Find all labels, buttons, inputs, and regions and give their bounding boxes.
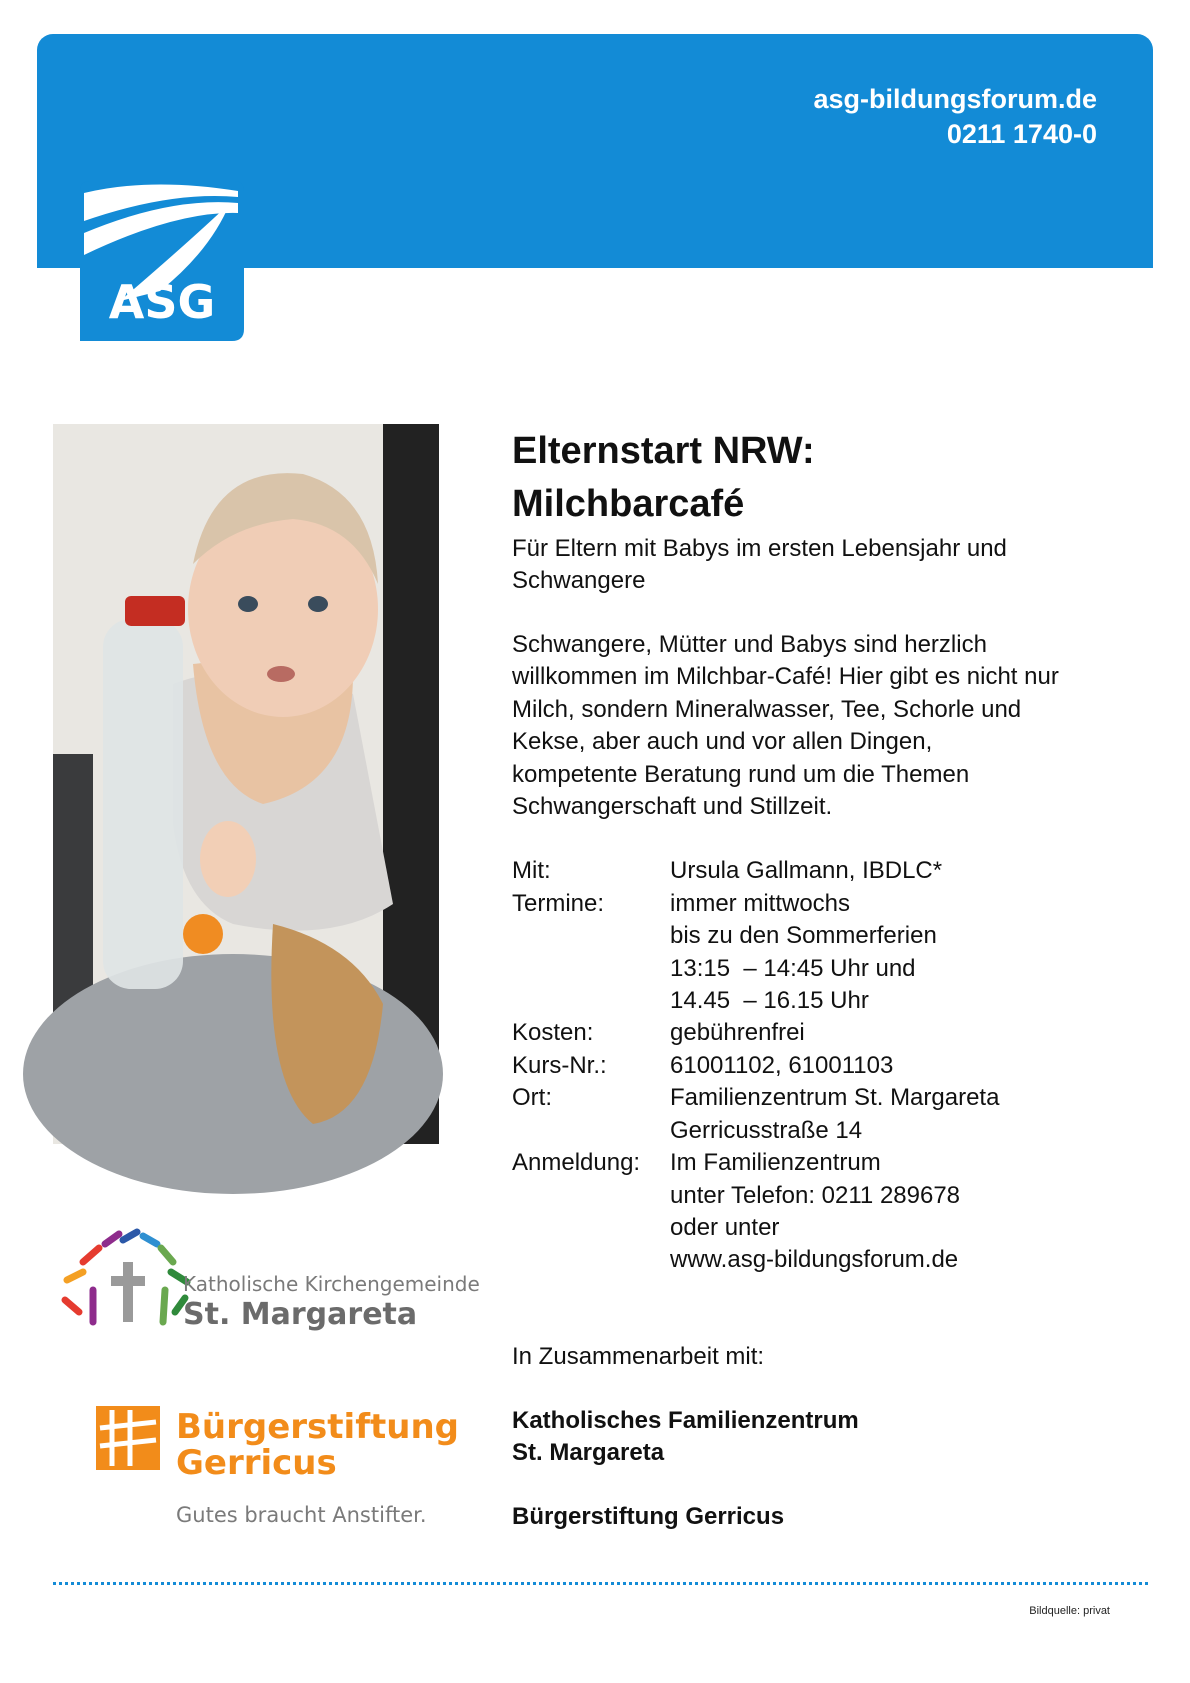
stiftung-emblem-icon <box>96 1406 160 1470</box>
detail-row-anmeldung <box>512 1147 999 1277</box>
stiftung-logo-line2: Gerricus <box>176 1443 337 1483</box>
event-title-line2: Milchbarcafé <box>512 483 745 525</box>
detail-value-line: gebührenfrei <box>670 1019 805 1047</box>
phone-number: 0211 1740-0 <box>946 119 1097 149</box>
detail-value <box>670 888 999 1018</box>
detail-value <box>670 1082 999 1147</box>
detail-value-line: Familienzentrum St. Margareta <box>670 1084 1000 1112</box>
event-details-table <box>512 855 999 1276</box>
description-line: Kekse, aber auch und vor allen Dingen, <box>512 728 933 756</box>
partner-buergerstiftung: Bürgerstiftung Gerricus <box>512 1502 785 1530</box>
detail-label: Mit: <box>512 857 551 885</box>
detail-label: Ort: <box>512 1084 552 1112</box>
detail-label: Anmeldung: <box>512 1149 641 1177</box>
detail-label: Termine: <box>512 889 605 917</box>
website-link[interactable]: asg-bildungsforum.de <box>813 84 1097 114</box>
detail-value <box>670 1017 999 1049</box>
description-line: Schwangerschaft und Stillzeit. <box>512 793 833 821</box>
partner-familienzentrum <box>512 1405 1132 1469</box>
kirche-logo-line1: Katholische Kirchengemeinde <box>183 1272 480 1296</box>
detail-value <box>670 855 999 887</box>
event-subtitle-line1: Für Eltern mit Babys im ersten Lebensjahr und <box>512 535 1007 562</box>
event-title-line1: Elternstart NRW: <box>512 430 815 472</box>
event-description <box>512 629 1132 823</box>
buergerstiftung-logo <box>90 1400 459 1535</box>
event-subtitle-line2: Schwangere <box>512 567 646 594</box>
description-line: Schwangere, Mütter und Babys sind herzlich <box>512 631 987 658</box>
registration-website-link[interactable]: www.asg-bildungsforum.de <box>670 1246 959 1274</box>
image-credit: Bildquelle: privat <box>1029 1605 1110 1617</box>
stiftung-logo-line1: Bürgerstiftung <box>176 1407 459 1447</box>
kirche-emblem-icon <box>65 1232 187 1322</box>
description-line: Milch, sondern Mineralwasser, Tee, Schorle und <box>512 695 1022 723</box>
detail-value-line: Gerricusstraße 14 <box>670 1116 863 1144</box>
detail-row-mit <box>512 855 999 887</box>
header-contact <box>814 82 1098 152</box>
partner-line: Katholisches Familienzentrum <box>512 1406 859 1434</box>
stiftung-logo-tagline: Gutes braucht Anstifter. <box>176 1503 427 1527</box>
description-line: willkommen im Milchbar-Café! Hier gibt es nicht nur <box>512 663 1059 691</box>
kirchengemeinde-logo <box>53 1228 483 1338</box>
detail-row-kosten <box>512 1017 999 1049</box>
detail-row-kursnr <box>512 1050 999 1082</box>
kirche-logo-line2: St. Margareta <box>183 1297 418 1332</box>
detail-value-line: bis zu den Sommerferien <box>670 922 937 950</box>
detail-value <box>670 1050 999 1082</box>
cooperation-intro: In Zusammenarbeit mit: <box>512 1342 765 1370</box>
event-title <box>512 425 1132 531</box>
detail-label: Kosten: <box>512 1019 594 1047</box>
detail-value-line: oder unter <box>670 1213 780 1241</box>
asg-logo-text: ASG <box>108 275 216 329</box>
baby-photo <box>53 424 439 1144</box>
footer-divider <box>53 1582 1148 1585</box>
partner-line: St. Margareta <box>512 1438 665 1466</box>
detail-value <box>670 1147 999 1277</box>
detail-row-ort <box>512 1082 999 1147</box>
detail-label: Kurs-Nr.: <box>512 1051 607 1079</box>
asg-logo <box>80 181 244 341</box>
detail-value-line: Im Familienzentrum <box>670 1149 881 1177</box>
detail-value-line: 13:15 – 14:45 Uhr und <box>670 954 916 982</box>
event-content <box>512 425 1132 1533</box>
detail-value-line: 61001102, 61001103 <box>670 1051 894 1079</box>
description-line: kompetente Beratung rund um die Themen <box>512 760 970 788</box>
event-subtitle <box>512 533 1132 597</box>
detail-value-line: Ursula Gallmann, IBDLC* <box>670 857 943 885</box>
detail-value-line: immer mittwochs <box>670 889 851 917</box>
detail-value-line: unter Telefon: 0211 289678 <box>670 1181 961 1209</box>
detail-value-line: 14.45 – 16.15 Uhr <box>670 987 869 1015</box>
detail-row-termine <box>512 888 999 1018</box>
